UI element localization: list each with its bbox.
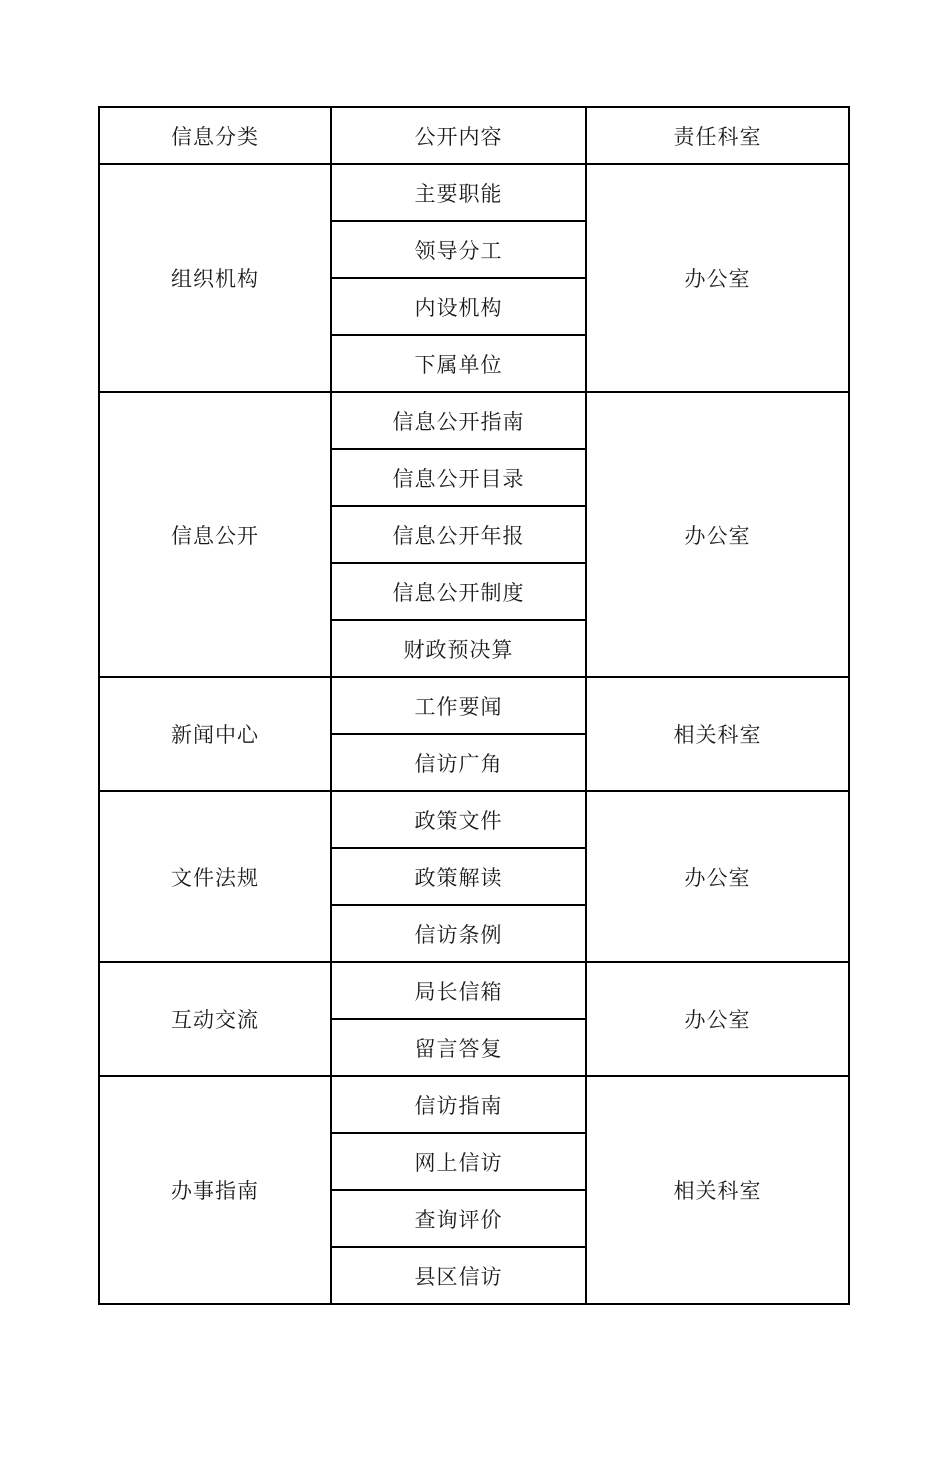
department-cell: 办公室 xyxy=(586,962,849,1076)
disclosure-table xyxy=(98,106,850,1305)
content-cell: 工作要闻 xyxy=(331,677,586,734)
content-cell: 网上信访 xyxy=(331,1133,586,1190)
department-cell: 办公室 xyxy=(586,164,849,392)
content-cell: 政策文件 xyxy=(331,791,586,848)
department-cell: 相关科室 xyxy=(586,1076,849,1304)
content-cell: 留言答复 xyxy=(331,1019,586,1076)
category-cell: 文件法规 xyxy=(99,791,331,962)
department-cell: 相关科室 xyxy=(586,677,849,791)
content-cell: 内设机构 xyxy=(331,278,586,335)
department-cell: 办公室 xyxy=(586,392,849,677)
header-content: 公开内容 xyxy=(331,107,586,164)
category-cell: 组织机构 xyxy=(99,164,331,392)
table-row xyxy=(99,962,849,1019)
table-body xyxy=(99,107,849,1304)
content-cell: 财政预决算 xyxy=(331,620,586,677)
category-cell: 互动交流 xyxy=(99,962,331,1076)
content-cell: 信息公开目录 xyxy=(331,449,586,506)
content-cell: 信访条例 xyxy=(331,905,586,962)
content-cell: 下属单位 xyxy=(331,335,586,392)
table-row xyxy=(99,677,849,734)
content-cell: 信息公开年报 xyxy=(331,506,586,563)
table-row xyxy=(99,791,849,848)
content-cell: 政策解读 xyxy=(331,848,586,905)
category-cell: 新闻中心 xyxy=(99,677,331,791)
table-row xyxy=(99,164,849,221)
content-cell: 信访广角 xyxy=(331,734,586,791)
content-cell: 县区信访 xyxy=(331,1247,586,1304)
header-category: 信息分类 xyxy=(99,107,331,164)
content-cell: 信息公开制度 xyxy=(331,563,586,620)
content-cell: 信访指南 xyxy=(331,1076,586,1133)
category-cell: 办事指南 xyxy=(99,1076,331,1304)
content-cell: 局长信箱 xyxy=(331,962,586,1019)
header-row xyxy=(99,107,849,164)
content-cell: 领导分工 xyxy=(331,221,586,278)
table-row xyxy=(99,392,849,449)
content-cell: 信息公开指南 xyxy=(331,392,586,449)
department-cell: 办公室 xyxy=(586,791,849,962)
table-row xyxy=(99,1076,849,1133)
category-cell: 信息公开 xyxy=(99,392,331,677)
content-cell: 主要职能 xyxy=(331,164,586,221)
header-department: 责任科室 xyxy=(586,107,849,164)
content-cell: 查询评价 xyxy=(331,1190,586,1247)
